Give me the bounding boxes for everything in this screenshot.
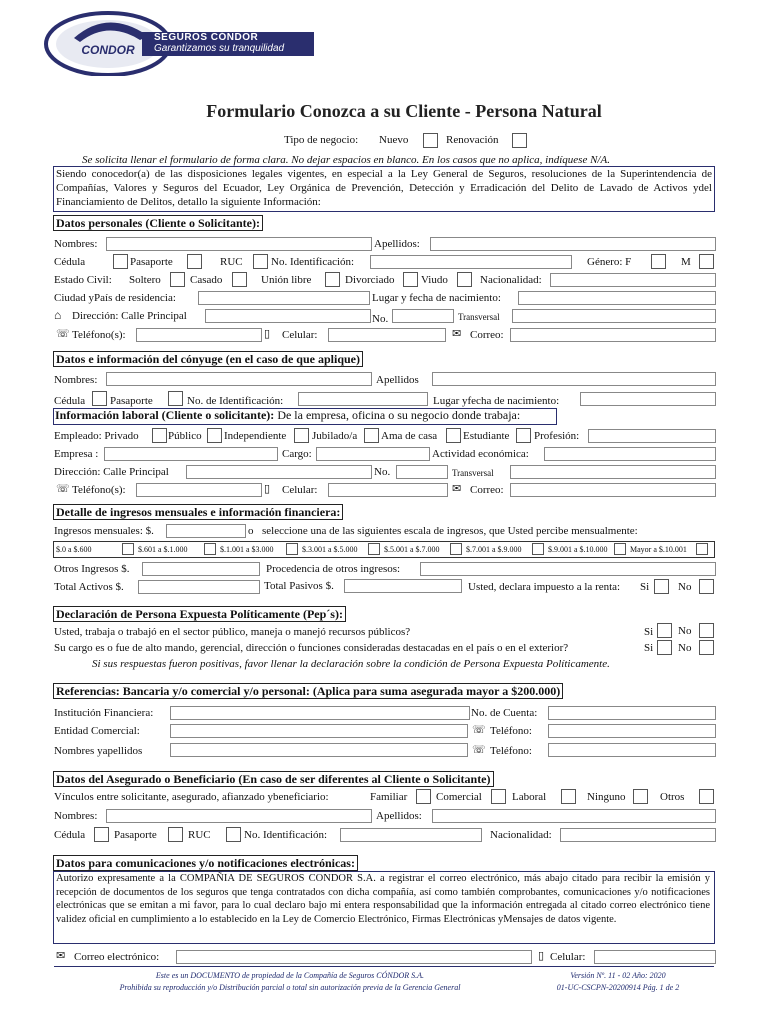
comercial-label: Comercial <box>436 791 482 803</box>
empresa-direccion-label: Dirección: Calle Principal <box>54 466 169 478</box>
entidad-field[interactable] <box>170 724 468 738</box>
conyuge-lugar-label: Lugar yfecha de nacimiento: <box>433 395 560 407</box>
empresa-correo-label: Correo: <box>470 484 504 496</box>
ref-phone-icon-1: ☏ <box>472 724 486 736</box>
aseg-nombres-label: Nombres: <box>54 810 98 822</box>
cargo-field[interactable] <box>316 447 430 461</box>
declara-label: Usted, declara impuesto a la renta: <box>468 581 621 593</box>
declara-si-checkbox[interactable] <box>654 579 669 594</box>
conyuge-nombres-label: Nombres: <box>54 374 98 386</box>
transversal-field[interactable] <box>512 309 716 323</box>
noid-label: No. Identificación: <box>271 256 355 268</box>
home-icon: ⌂ <box>54 308 62 322</box>
conyuge-nombres-field[interactable] <box>106 372 372 386</box>
no-field[interactable] <box>392 309 454 323</box>
income-scale-label: $.3.001 a $.5.000 <box>302 545 358 554</box>
pep-q1-no-checkbox[interactable] <box>699 623 714 638</box>
mail-icon: ✉ <box>452 328 462 340</box>
empresa-no-label: No. <box>374 466 391 478</box>
pep-q2: Su cargo es o fue de alto mando, gerencial, dirección o funciones consideradas destacadas en el país o en el exterior? <box>54 642 569 654</box>
cedula-checkbox[interactable] <box>113 254 128 269</box>
institucion-label: Institución Financiera: <box>54 707 154 719</box>
familiar-checkbox[interactable] <box>416 789 431 804</box>
section-referencias: Referencias: Bancaria y/o comercial y/o personal: (Aplica para suma asegurada mayor a $200.000) <box>53 683 563 699</box>
logo-brand: SEGUROS CÓNDOR <box>154 32 259 43</box>
pep-note: Si sus respuestas fueron positivas, favor llenar la declaración sobre la condición de Persona Expuesta Políticamente. <box>92 658 610 670</box>
celular-label: Celular: <box>282 329 318 341</box>
section-asegurado: Datos del Asegurado o Beneficiario (En caso de ser diferentes al Cliente o Solicitante) <box>53 771 494 787</box>
ingresos-seleccione: seleccione una de las siguientes escala de ingresos, que Usted percibe mensualmente: <box>262 525 638 537</box>
genero-m-checkbox[interactable] <box>699 254 714 269</box>
casado-label: Casado <box>190 274 223 286</box>
noid-field[interactable] <box>370 255 572 269</box>
income-scale-checkbox[interactable] <box>122 543 134 555</box>
otros-ingresos-field[interactable] <box>142 562 260 576</box>
aseg-cedula-label: Cédula <box>54 829 86 841</box>
cargo-label: Cargo: <box>282 448 312 460</box>
activos-label: Total Activos $. <box>54 581 124 593</box>
logo-tagline: Garantizamos su tranquilidad <box>154 43 285 54</box>
empresa-no-field[interactable] <box>396 465 448 479</box>
nombres-label: Nombres: <box>54 238 98 250</box>
footer-rule <box>54 966 714 967</box>
autorizacion-text: Autorizo expresamente a la COMPAÑIA DE SEGUROS CONDOR S.A. a registrar el correo electrónico, más abajo citado para recibir la emisión y recepción de documentos de los seguros que tenga contratados con dicha compañía, así como también comprobantes, comunicaciones y/o notificaciones electrónicas que se emitan a mi favor, para lo cual declaro bajo mi entera responsabilidad que la información entregada al citado correo electrónico tiene validez oficial en cumplimiento a lo establecido en la Ley de Comercio Electrónico, Firmas Electrónicas yMensajes de datos vigente. <box>56 873 710 925</box>
ref-nombres-field[interactable] <box>170 743 468 757</box>
pasaporte-checkbox[interactable] <box>187 254 202 269</box>
nombres-field[interactable] <box>106 237 372 251</box>
cedula-label: Cédula <box>54 256 86 268</box>
aseg-noid-label: No. Identificación: <box>244 829 328 841</box>
empresa-field[interactable] <box>104 447 278 461</box>
income-scale-checkbox[interactable] <box>696 543 708 555</box>
section-ingresos: Detalle de ingresos mensuales e información financiera: <box>53 504 343 520</box>
section-comunicaciones: Datos para comunicaciones y/o notificaciones electrónicas: <box>53 855 358 871</box>
empresa-mail-icon: ✉ <box>452 483 462 495</box>
union-checkbox[interactable] <box>325 272 340 287</box>
ingresos-field[interactable] <box>166 524 246 538</box>
footer-prohibition: Prohibida su reproducción y/o Distribución parcial o total sin autorización previa de la Gerencia General <box>119 983 461 992</box>
notif-mail-icon: ✉ <box>56 950 66 962</box>
pep-q2-no-label: No <box>678 642 692 654</box>
legal-text: Siendo conocedor(a) de las disposiciones legales vigentes, en especial a la Ley General de Seguros, resoluciones de la Superintendencia de Compañías, Valores y Seguros del Ecuador, Ley Orgánica de Prevención, Detección y Erradicación del Delito de Lavado de Activos ydel Financiamiento de Delitos, detallo la siguiente Información: <box>56 168 712 208</box>
conyuge-apellidos-label: Apellidos <box>376 374 419 386</box>
pep-q1: Usted, trabaja o trabajó en el sector público, maneja o manejó recursos públicos? <box>54 626 411 638</box>
income-scale-checkbox[interactable] <box>368 543 380 555</box>
pep-q2-no-checkbox[interactable] <box>699 640 714 655</box>
income-scale-checkbox[interactable] <box>532 543 544 555</box>
ingresos-label: Ingresos mensuales: $. <box>54 525 154 537</box>
conyuge-cedula-label: Cédula <box>54 395 86 407</box>
pasivos-field[interactable] <box>344 579 462 593</box>
aseg-pasaporte-label: Pasaporte <box>114 829 157 841</box>
income-scale-label: Mayor a $.10.001 <box>630 545 687 554</box>
income-scale-label: $.5.001 a $.7.000 <box>384 545 440 554</box>
divorciado-label: Divorciado <box>345 274 395 286</box>
ciudad-field[interactable] <box>198 291 370 305</box>
union-label: Unión libre <box>261 274 312 286</box>
aseg-nombres-field[interactable] <box>106 809 372 823</box>
nacionalidad-label: Nacionalidad: <box>480 274 542 286</box>
estado-civil-label: Estado Civil: <box>54 274 112 286</box>
company-logo <box>44 10 316 76</box>
aseg-apellidos-field[interactable] <box>432 809 716 823</box>
correo-field[interactable] <box>510 328 716 342</box>
otros-ingresos-label: Otros Ingresos $. <box>54 563 130 575</box>
direccion-field[interactable] <box>205 309 371 323</box>
casado-checkbox[interactable] <box>232 272 247 287</box>
notif-correo-label: Correo electrónico: <box>74 951 160 963</box>
declara-no-label: No <box>678 581 692 593</box>
income-scale-label: $.9.001 a $.10.000 <box>548 545 608 554</box>
conyuge-pasaporte-checkbox[interactable] <box>168 391 183 406</box>
estudiante-label: Estudiante <box>463 430 510 442</box>
comercial-checkbox[interactable] <box>491 789 506 804</box>
empresa-mobile-icon: ▯ <box>264 483 271 495</box>
pasaporte-label: Pasaporte <box>130 256 173 268</box>
aseg-apellidos-label: Apellidos: <box>376 810 422 822</box>
nuevo-checkbox[interactable] <box>423 133 438 148</box>
conyuge-pasaporte-label: Pasaporte <box>110 395 153 407</box>
footer-code: 01-UC-CSCPN-20200914 Pág. 1 de 2 <box>556 983 680 992</box>
privado-checkbox[interactable] <box>152 428 167 443</box>
activos-field[interactable] <box>138 580 260 594</box>
aseg-ruc-checkbox[interactable] <box>226 827 241 842</box>
conyuge-noid-field[interactable] <box>298 392 428 406</box>
ama-checkbox[interactable] <box>446 428 461 443</box>
aseg-cedula-checkbox[interactable] <box>94 827 109 842</box>
pep-q2-si-label: Si <box>644 642 654 654</box>
empresa-correo-field[interactable] <box>510 483 716 497</box>
nuevo-label: Nuevo <box>379 134 409 146</box>
section-datos-personales: Datos personales (Cliente o Solicitante): <box>53 215 263 231</box>
vinculos-label: Vínculos entre solicitante, asegurado, afianzado ybeneficiario: <box>54 791 329 803</box>
estudiante-checkbox[interactable] <box>516 428 531 443</box>
income-scale-checkbox[interactable] <box>614 543 626 555</box>
nacionalidad-field[interactable] <box>550 273 716 287</box>
pep-q2-si-checkbox[interactable] <box>657 640 672 655</box>
section-conyuge: Datos e información del cónyuge (en el caso de que aplique) <box>53 351 363 367</box>
logo-mark: CONDOR <box>81 43 135 57</box>
conyuge-lugar-field[interactable] <box>580 392 716 406</box>
procedencia-field[interactable] <box>420 562 716 576</box>
ruc-checkbox[interactable] <box>253 254 268 269</box>
pasivos-label: Total Pasivos $. <box>264 580 334 592</box>
section-pep: Declaración de Persona Expuesta Políticamente (Pep´s): <box>53 606 346 622</box>
aseg-pasaporte-checkbox[interactable] <box>168 827 183 842</box>
ruc-label: RUC <box>220 256 243 268</box>
ama-label: Ama de casa <box>381 430 438 442</box>
soltero-label: Soltero <box>129 274 161 286</box>
ref-telefono-label-1: Teléfono: <box>490 725 532 737</box>
no-label: No. <box>372 313 389 325</box>
cuenta-field[interactable] <box>548 706 716 720</box>
notif-mobile-icon: ▯ <box>538 950 545 962</box>
otros-vinculo-label: Otros <box>660 791 685 803</box>
declara-si-label: Si <box>640 581 650 593</box>
notif-celular-field[interactable] <box>594 950 716 964</box>
notif-celular-label: Celular: <box>550 951 586 963</box>
notif-correo-field[interactable] <box>176 950 532 964</box>
pep-q1-si-label: Si <box>644 626 654 638</box>
entidad-label: Entidad Comercial: <box>54 725 140 737</box>
publico-checkbox[interactable] <box>207 428 222 443</box>
celular-field[interactable] <box>328 328 446 342</box>
ciudad-label: Ciudad yPaís de residencia: <box>54 292 176 304</box>
independiente-checkbox[interactable] <box>294 428 309 443</box>
conyuge-cedula-checkbox[interactable] <box>92 391 107 406</box>
ninguno-checkbox[interactable] <box>633 789 648 804</box>
renovacion-checkbox[interactable] <box>512 133 527 148</box>
income-scale-checkbox[interactable] <box>286 543 298 555</box>
footer-ownership: Este es un DOCUMENTO de propiedad de la Compañía de Seguros CÓNDOR S.A. <box>155 971 425 980</box>
ref-telefono-label-2: Teléfono: <box>490 745 532 757</box>
ref-telefono-field-2[interactable] <box>548 743 716 757</box>
familiar-label: Familiar <box>370 791 408 803</box>
ref-nombres-label: Nombres yapellidos <box>54 745 143 757</box>
direccion-label: Dirección: Calle Principal <box>72 310 187 322</box>
empresa-celular-label: Celular: <box>282 484 318 496</box>
laboral-vinculo-label: Laboral <box>512 791 547 803</box>
actividad-field[interactable] <box>544 447 716 461</box>
empresa-telefono-label: Teléfono(s): <box>72 484 126 496</box>
empresa-transversal-label: Transversal <box>452 468 494 478</box>
income-scale-label: $.0 a $.600 <box>56 545 92 554</box>
conyuge-noid-label: No. de Identificación: <box>187 395 284 407</box>
genero-label: Género: F <box>587 256 632 268</box>
cuenta-label: No. de Cuenta: <box>471 707 538 719</box>
viudo-label: Viudo <box>421 274 448 286</box>
aseg-nacionalidad-label: Nacionalidad: <box>490 829 552 841</box>
empresa-phone-icon: ☏ <box>56 483 70 495</box>
telefono-field[interactable] <box>136 328 262 342</box>
empresa-telefono-field[interactable] <box>136 483 262 497</box>
ingresos-o: o <box>248 525 254 537</box>
intro-text: Se solicita llenar el formulario de forma clara. No dejar espacios en blanco. En los casos que no aplica, indíquese N/A. <box>82 154 610 166</box>
soltero-checkbox[interactable] <box>170 272 185 287</box>
income-scale-checkbox[interactable] <box>204 543 216 555</box>
phone-icon: ☏ <box>56 328 70 340</box>
section-laboral: Información laboral (Cliente o solicitante): <box>55 408 275 422</box>
telefono-label: Teléfono(s): <box>72 329 126 341</box>
income-scale-label: $.1.001 a $3.000 <box>220 545 274 554</box>
income-scale-label: $.601 a $.1.000 <box>138 545 188 554</box>
section-laboral-subtitle: De la empresa, oficina o su negocio donde trabaja: <box>277 408 521 422</box>
empresa-celular-field[interactable] <box>328 483 448 497</box>
actividad-label: Actividad económica: <box>432 448 529 460</box>
income-scale-label: $.7.001 a $.9.000 <box>466 545 522 554</box>
form-title: Formulario Conozca a su Cliente - Persona Natural <box>206 101 602 121</box>
empresa-label: Empresa : <box>54 448 99 460</box>
apellidos-label: Apellidos: <box>374 238 420 250</box>
empleado-label: Empleado: Privado <box>54 430 139 442</box>
publico-label: Público <box>168 430 202 442</box>
empresa-transversal-field[interactable] <box>510 465 716 479</box>
footer-version: Versión Nº. 11 - 02 Año: 2020 <box>570 971 666 980</box>
aseg-noid-field[interactable] <box>340 828 482 842</box>
profesion-field[interactable] <box>588 429 716 443</box>
institucion-field[interactable] <box>170 706 470 720</box>
independiente-label: Independiente <box>224 430 287 442</box>
pep-q1-no-label: No <box>678 625 692 637</box>
laboral-checkbox[interactable] <box>561 789 576 804</box>
ref-phone-icon-2: ☏ <box>472 744 486 756</box>
pep-q1-si-checkbox[interactable] <box>657 623 672 638</box>
lugar-nac-field[interactable] <box>518 291 716 305</box>
jubilado-label: Jubilado/a <box>312 430 358 442</box>
ninguno-label: Ninguno <box>587 791 626 803</box>
jubilado-checkbox[interactable] <box>364 428 379 443</box>
income-scale-checkbox[interactable] <box>450 543 462 555</box>
genero-f-checkbox[interactable] <box>651 254 666 269</box>
ref-telefono-field-1[interactable] <box>548 724 716 738</box>
divorciado-checkbox[interactable] <box>403 272 418 287</box>
lugar-nac-label: Lugar y fecha de nacimiento: <box>372 292 501 304</box>
viudo-checkbox[interactable] <box>457 272 472 287</box>
procedencia-label: Procedencia de otros ingresos: <box>266 563 401 575</box>
mobile-icon: ▯ <box>264 328 271 340</box>
apellidos-field[interactable] <box>430 237 716 251</box>
conyuge-apellidos-field[interactable] <box>432 372 716 386</box>
correo-label: Correo: <box>470 329 504 341</box>
tipo-label: Tipo de negocio: <box>284 134 359 146</box>
renovacion-label: Renovación <box>446 134 499 146</box>
declara-no-checkbox[interactable] <box>699 579 714 594</box>
transversal-label: Transversal <box>458 312 500 322</box>
empresa-direccion-field[interactable] <box>186 465 372 479</box>
aseg-nacionalidad-field[interactable] <box>560 828 716 842</box>
otros-checkbox[interactable] <box>699 789 714 804</box>
profesion-label: Profesión: <box>534 430 580 442</box>
genero-m-label: M <box>681 256 691 268</box>
aseg-ruc-label: RUC <box>188 829 211 841</box>
